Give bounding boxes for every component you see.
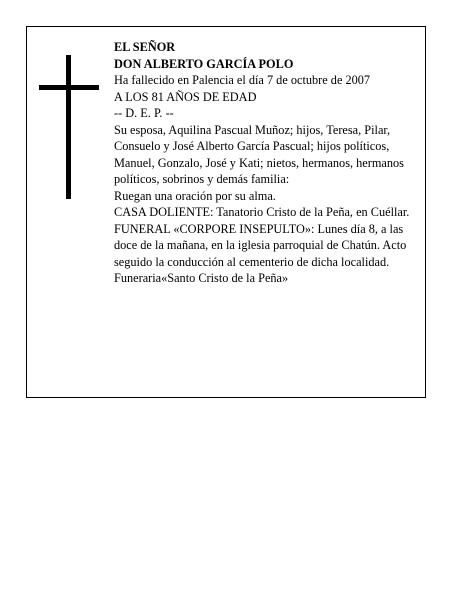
title-line-1: EL SEÑOR	[114, 40, 176, 54]
cross-horizontal-bar	[39, 85, 99, 90]
funeral-home: Funeraria«Santo Cristo de la Peña»	[114, 271, 289, 285]
obituary-notice	[26, 26, 426, 398]
prayer-request: Ruegan una oración por su alma.	[114, 188, 276, 203]
death-info: Ha fallecido en Palencia el día 7 de octubre de 2007	[114, 73, 371, 87]
casa-doliente: CASA DOLIENTE: Tanatorio Cristo de la Peña, en Cuéllar.	[114, 205, 410, 219]
funeral-info: FUNERAL «CORPORE INSEPULTO»: Lunes día 8, a las doce de la mañana, en la iglesia parroquial de Chatún. Acto seguido la conducción al cementerio de dicha localidad.	[114, 221, 407, 269]
rip-line: -- D. E. P. --	[114, 106, 174, 120]
family-paragraph: Su esposa, Aquilina Pascual Muñoz; hijos, Teresa, Pilar, Consuelo y José Alberto García Pascual; hijos políticos, Manuel, Gonzalo, José y Kati; nietos, hermanos, hermanos políticos, sobrinos y demás familia:	[114, 122, 404, 186]
cross-vertical-bar	[66, 55, 71, 199]
deceased-name: DON ALBERTO GARCÍA POLO	[114, 56, 294, 71]
obituary-text	[114, 39, 420, 287]
age-line: A LOS 81 AÑOS DE EDAD	[114, 89, 257, 104]
cross-icon	[39, 55, 99, 199]
